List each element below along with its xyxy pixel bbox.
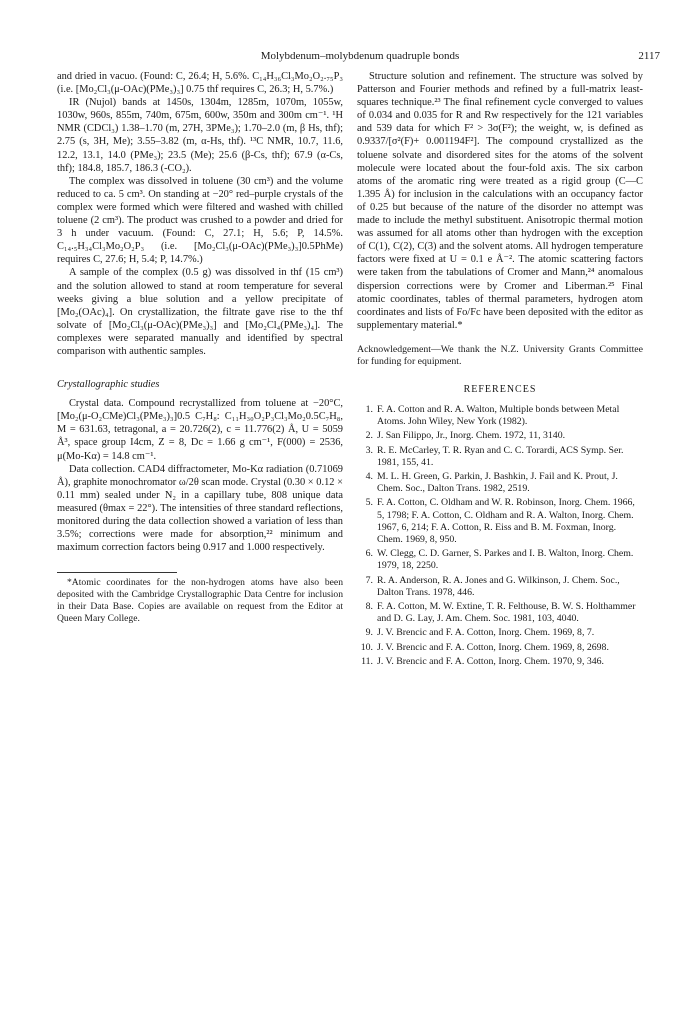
reference-text: F. A. Cotton, C. Oldham and W. R. Robinson, Inorg. Chem. 1966, 5, 1798; F. A. Cotton, C. Oldham and R. A. Walton, Inorg. Chem. 1967, 6, 214; F. A. Cotton, R. Eiss and B. M. Foxman, Inorg. Chem. 1969, 8, 950. bbox=[377, 497, 635, 545]
reference-item bbox=[357, 430, 643, 442]
paragraph-toluene: The complex was dissolved in toluene (30 cm³) and the volume reduced to ca. 5 cm³. On standing at −20° red–purple crystals of the complex were formed which were filtered and washed with chilled toluene (2 cm³). The product was crushed to a powder and dried for 3 h under vacuum. (Found: C, 27.1; H, 5.6; P, 14.5%. C₁₄.₅H₃₄Cl₃Mo₂O₂P₃ (i.e. [Mo₂Cl₃(μ-OAc)(PMe₃)₃]0.5PhMe) requires C, 27.6; H, 5.4; P, 14.7%.) bbox=[57, 175, 343, 266]
footnote-divider bbox=[57, 572, 177, 573]
reference-item bbox=[357, 642, 643, 654]
paragraph-crystal-data: Crystal data. Compound recrystallized from toluene at −20°C, [Mo₂(μ-O₂CMe)Cl₃(PMe₃)₃]0.5 C₇H₈: C₁₁H₃₀O₂P₃Cl₃Mo₂0.5C₇H₈, M = 631.63, tetragonal, a = 20.726(2), c = 11.776(2) Å, U = 5059 Å³, space group I4cm, Z = 8, Dc = 1.66 g cm⁻¹, F(000) = 2536, μ(Mo-Kα) = 14.8 cm⁻¹. bbox=[57, 398, 343, 462]
paragraph-drying: and dried in vacuo. (Found: C, 26.4; H, 5.6%. C₁₄H₃₆Cl₃Mo₂O₂.₇₅P₃ (i.e. [Mo₂Cl₃(μ-OAc)(PMe₃)₃] 0.75 thf requires C, 26.3; H, 5.7%.) bbox=[57, 71, 343, 96]
reference-number: 5. bbox=[365, 497, 373, 509]
paragraph-structure-solution: Structure solution and refinement. The structure was solved by Patterson and Fourier methods and refined by a full-matrix least-squares technique.²³ The final refinement cycle converged to values of 0.034 and 0.035 for R and Rw respectively for the 121 variables and 539 data for which F² > 3σ(F²); the weight, w, is defined as 0.9337/[σ²(F)+ 0.001194F²]. The compound crystallized as the toluene solvate and disordered sites for the atoms of the solvent molecule were located about the four-fold axis. The six carbon atoms of the aromatic ring were treated as a rigid group (C—C 1.395 Å) for inclusion in the calculations with an occupancy factor of 0.25 but because of the nature of the disorder no attempt was made to include the methyl substituent. Anisotropic thermal motion was assumed for all atoms other than hydrogen with the exception of C(1), C(2), C(3) and the solvent atoms. All hydrogen temperature factors were fixed at U = 0.1 e Å⁻². The atomic scattering factors were taken from the tabulations of Cromer and Mann,²⁴ anomalous dispersion corrections were by Cromer and Liberman.²⁵ Final atomic coordinates, tables of thermal parameters, hydrogen atom coordinates and lists of Fo/Fc have been deposited with the editor as supplementary material.* bbox=[357, 71, 643, 331]
reference-item bbox=[357, 445, 643, 469]
paragraph-data-collection: Data collection. CAD4 diffractometer, Mo-Kα radiation (0.71069 Å), graphite monochromator ω/2θ scan mode. Crystal (0.30 × 0.12 × 0.11 mm) sealed under N₂ in a capillary tube, 808 unique data measured (θmax = 22°). The intensities of three standard reflections, monitored during the data collection showed a variation of less than 3.5%; corrections were made for absorption,²² minimum and maximum correction factors being 0.917 and 1.000 respectively. bbox=[57, 463, 343, 554]
reference-list bbox=[357, 404, 643, 668]
reference-number: 1. bbox=[365, 403, 373, 415]
reference-item bbox=[357, 497, 643, 546]
running-title: Molybdenum–molybdenum quadruple bonds bbox=[260, 50, 460, 62]
reference-item bbox=[357, 575, 643, 599]
reference-number: 2. bbox=[365, 430, 373, 442]
references-heading: REFERENCES bbox=[463, 383, 537, 395]
reference-number: 9. bbox=[365, 627, 373, 639]
reference-number: 10. bbox=[360, 641, 373, 653]
section-heading: Crystallographic studies bbox=[57, 379, 160, 391]
reference-number: 11. bbox=[361, 655, 373, 667]
paragraph-spectra: IR (Nujol) bands at 1450s, 1304m, 1285m, 1070m, 1055w, 1030w, 960s, 855m, 740m, 675m, 600w, 350m and 300m cm⁻¹. ¹H NMR (CDCl₃) 1.38–1.70 (m, 27H, 3PMe₃); 1.70–2.0 (m, β Hs, thf); 2.75 (s, 3H, Me); 3.55–3.82 (m, α-Hs, thf). ¹³C NMR, 10.7, 11.6, 12.2, 13.1, 14.0 (PMe₃); 23.5 (Me); 25.6 (β-Cs, thf); 67.9 (α-Cs, thf); 184.8, 185.7, 186.3 (-CO₂). bbox=[57, 97, 343, 174]
reference-item bbox=[357, 471, 643, 495]
left-column bbox=[57, 70, 343, 625]
reference-number: 6. bbox=[365, 548, 373, 560]
acknowledgement: Acknowledgement—We thank the N.Z. University Grants Committee for funding for equipment. bbox=[357, 343, 643, 368]
reference-text: J. San Filippo, Jr., Inorg. Chem. 1972, 11, 3140. bbox=[377, 430, 566, 442]
reference-item bbox=[357, 548, 643, 572]
page-number: 2117 bbox=[638, 50, 660, 62]
reference-number: 7. bbox=[365, 574, 373, 586]
reference-text: J. V. Brencic and F. A. Cotton, Inorg. Chem. 1970, 9, 346. bbox=[377, 655, 604, 667]
reference-text: M. L. H. Green, G. Parkin, J. Bashkin, J. Fail and K. Prout, J. Chem. Soc., Dalton Trans. 1982, 2519. bbox=[377, 470, 618, 495]
paragraph-thf-sample: A sample of the complex (0.5 g) was dissolved in thf (15 cm³) and the solution allowed to stand at room temperature for several weeks giving a blue solution and a yellow precipitate of [Mo₂(OAc)₄]. On crystallization, the filtrate gave rise to the thf solvate of [Mo₂Cl₃(μ-OAc)(PMe₃)₃] and [Mo₂Cl₄(PMe₃)₄]. The complexes were separated manually and identified by spectral comparison with authentic samples. bbox=[57, 267, 343, 357]
reference-item bbox=[357, 404, 643, 428]
reference-item bbox=[357, 627, 643, 639]
reference-number: 3. bbox=[365, 444, 373, 456]
footnote: *Atomic coordinates for the non-hydrogen atoms have also been deposited with the Cambridge Crystallographic Data Centre for inclusion in their Data Base. Copies are available on request from the Editor at Queen Mary College. bbox=[57, 577, 343, 625]
reference-text: F. A. Cotton and R. A. Walton, Multiple bonds between Metal Atoms. John Wiley, New York (1982). bbox=[377, 403, 620, 428]
reference-text: W. Clegg, C. D. Garner, S. Parkes and I. B. Walton, Inorg. Chem. 1979, 18, 2250. bbox=[377, 548, 634, 572]
right-column bbox=[357, 70, 643, 670]
reference-text: J. V. Brencic and F. A. Cotton, Inorg. Chem. 1969, 8, 2698. bbox=[377, 641, 609, 653]
reference-text: R. A. Anderson, R. A. Jones and G. Wilkinson, J. Chem. Soc., Dalton Trans. 1978, 446. bbox=[377, 574, 620, 598]
running-header bbox=[60, 50, 660, 64]
reference-text: J. V. Brencic and F. A. Cotton, Inorg. Chem. 1969, 8, 7. bbox=[377, 627, 595, 639]
reference-text: R. E. McCarley, T. R. Ryan and C. C. Torardi, ACS Symp. Ser. 1981, 155, 41. bbox=[377, 444, 624, 468]
reference-item bbox=[357, 656, 643, 668]
reference-number: 8. bbox=[365, 601, 373, 613]
reference-number: 4. bbox=[365, 470, 373, 482]
reference-text: F. A. Cotton, M. W. Extine, T. R. Felthouse, B. W. S. Holthammer and D. G. Lay, J. Am. Chem. Soc. 1981, 103, 4040. bbox=[377, 601, 636, 625]
reference-item bbox=[357, 601, 643, 625]
